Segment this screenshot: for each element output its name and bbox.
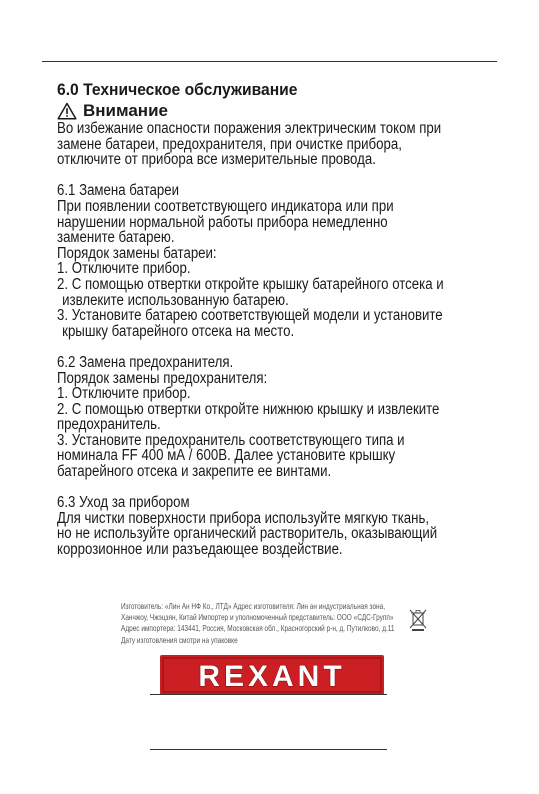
fuse-step-cont: батарейного отсека и закрепите ее винтами. (57, 463, 332, 481)
care-title: 6.3 Уход за прибором (57, 494, 190, 512)
logo-underline (150, 694, 387, 695)
fuse-step: 2. С помощью отвертки откройте нижнюю крышку и извлеките (57, 400, 440, 418)
rexant-logo (160, 655, 384, 695)
care-text-line: Для чистки поверхности прибора используйте мягкую ткань, (57, 509, 430, 527)
fuse-step-cont: предохранитель. (57, 416, 161, 434)
battery-text-line: При появлении соответствующего индикатора или при (57, 197, 394, 215)
top-divider (42, 61, 497, 62)
warning-header (57, 101, 502, 121)
warning-triangle-icon (57, 102, 77, 120)
manufacturer-line: Ханчжоу, Чжэцзян, Китай Импортер и уполномоченный представитель: ООО «СДС-Групп» (121, 612, 394, 623)
importer-line: Адрес импортера: 143441, Россия, Московская обл., Красногорский р-н, д. Путилково, д.11 (121, 623, 395, 634)
battery-step: 1. Отключите прибор. (57, 260, 191, 278)
maintenance-section (57, 80, 502, 558)
battery-text-line: замените батарею. (57, 229, 175, 247)
care-text-line: коррозионное или разъедающее воздействие. (57, 541, 343, 559)
battery-text-line: нарушении нормальной работы прибора немедленно (57, 213, 388, 231)
manufacturer-info (121, 601, 411, 646)
warning-text-line: замене батареи, предохранителя, при очистке прибора, (57, 135, 402, 153)
warning-label: Внимание (83, 101, 168, 120)
warning-text-line: Во избежание опасности поражения электрическим током при (57, 120, 442, 137)
logo-text: REXANT (198, 660, 346, 693)
fuse-step: 1. Отключите прибор. (57, 385, 191, 403)
crossed-bin-icon (408, 608, 428, 632)
battery-title: 6.1 Замена батареи (57, 182, 179, 200)
battery-step-cont: извлеките использованную батарею. (62, 291, 289, 309)
production-date-note: Дату изготовления смотри на упаковке (121, 634, 238, 645)
care-text-line: но не используйте органический растворитель, оказывающий (57, 525, 438, 543)
fuse-text-line: Порядок замены предохранителя: (57, 369, 268, 387)
battery-text-line: Порядок замены батареи: (57, 244, 217, 262)
fuse-title: 6.2 Замена предохранителя. (57, 353, 234, 371)
section-title: 6.0 Техническое обслуживание (57, 80, 298, 99)
battery-step: 3. Установите батарею соответствующей модели и установите (57, 307, 443, 325)
bottom-divider (150, 749, 387, 750)
fuse-step-cont: номинала FF 400 мА / 600В. Далее установите крышку (57, 447, 396, 465)
battery-step-cont: крышку батарейного отсека на место. (62, 322, 295, 340)
fuse-step: 3. Установите предохранитель соответствующего типа и (57, 431, 405, 449)
warning-text-line: отключите от прибора все измерительные провода. (57, 151, 376, 169)
battery-step: 2. С помощью отвертки откройте крышку батарейного отсека и (57, 275, 444, 293)
manufacturer-line: Изготовитель: «Лин Ан НФ Ко., ЛТД» Адрес изготовителя: Лин ан индустриальная зона, (121, 601, 386, 611)
